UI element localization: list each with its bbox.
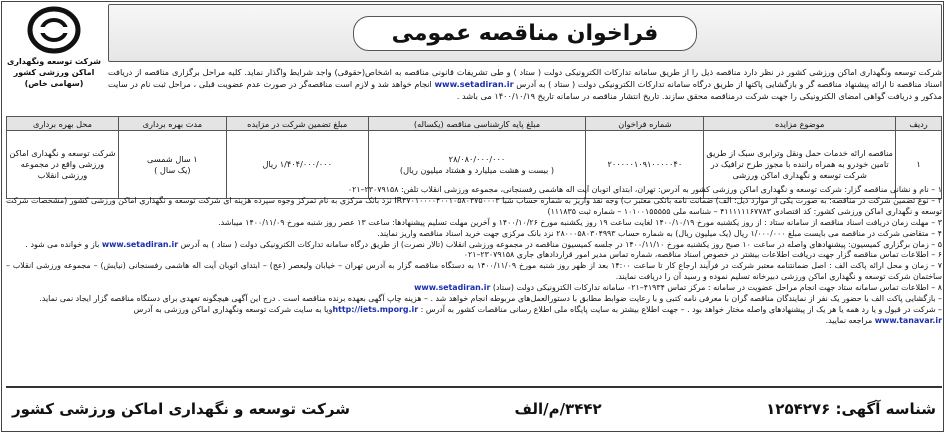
note-item xyxy=(6,218,942,229)
note-text-rest: ویا به سایت شرکت توسعه ونگهداری اماکن ورزشی به آدرس xyxy=(133,304,333,314)
cell-guarantee: ۱/۴۰۴/۰۰۰/۰۰۰ ریال xyxy=(226,131,368,199)
intro-text: شرکت توسعه ونگهداری اماکن ورزشی کشور در نظر دارد مناقصه ذیل را از طریق سامانه تدارکات الکترونیکی دولت ( ستاد ) و طی تشریفات قانونی مناقصه به اشخاص(حقوقی) واجد شرایط واگذار نماید. کلیه مراحل برگزاری مناقصه از دریافت اسناد مناقصه تا ارائه پیشنهاد مناقصه گر و بازگشایی پاکتها از طریق درگاه سامانه تدارکات الکترونیکی دولت ( ستاد ) به آدرس xyxy=(108,67,942,90)
col-header-duration: مدت بهره برداری xyxy=(118,117,226,131)
note-item xyxy=(6,240,942,251)
note-text: ۲ – نوع تضمین شرکت در مناقصه: به صورت یکی از موارد ذیل: الف) ضمانت نامه بانکی معتبر ب) وجه نقد واریز به شماره حساب شبا IR۳۷۰۱۰۰۰۰۴۰۰۱۰۵۸۰۳۷۵۰۰۰۳ نزد بانک مرکزی به نام تمرکز وجوه سپرده هزینه ای شرکت توسعه و نگهداری اماکن ورزشی کشور (مشخصات شرکت توسعه و نگهداری اماکن ورزشی کشور: کد اقتصادی ۴۱۱۱۱۱۱۶۷۷۸۳ – شناسه ملی ۱۰۱۰۰۱۵۵۵۵۵ – شماره ثبت ۱۱۱۸۳۵) xyxy=(6,195,942,216)
company-logo-icon xyxy=(27,6,81,54)
logo-line-1: شرکت توسعه ونگهداری xyxy=(7,57,101,66)
cell-call-number: ۲۰۰۰۰۰۱۰۹۱۰۰۰۰۰۴۰ xyxy=(586,131,704,199)
note-text: ۶ – اطلاعات تماس مناقصه گزار جهت دریافت اطلاعات بیشتر در خصوص اسناد مناقصه، شماره تماس مدیر امور قراردادهای جاری ۲۳۰۷۹۱۵۸–۰۲۱ xyxy=(463,250,942,260)
duration-value: ۱ سال شمسی xyxy=(147,153,198,164)
note-text: ۴ – متقاضی شرکت در مناقصه می بایست مبلغ ۱/۰۰۰/۰۰۰ ریال (یک میلیون ریال) به شماره حساب ۲۸۰۰۰۵۸۰۳۰۴۹۹۳ نزد بانک مرکزی جهت خرید اسناد مناقصه واریز نمایند. xyxy=(377,228,942,238)
note-text: ۸ – اطلاعات تماس سامانه ستاد جهت انجام مراحل عضویت در سامانه : مرکز تماس ۴۱۹۳۴–۰۲۱ سامانه تدارکات الکترونیکی دولت (ستاد) xyxy=(492,283,942,293)
ad-id: شناسه آگهی: ۱۲۵۴۲۷۶ xyxy=(766,400,936,418)
footer-company: شرکت توسعه و نگهداری اماکن ورزشی کشور xyxy=(12,400,350,418)
note-item xyxy=(6,305,942,316)
note-item xyxy=(6,196,942,218)
note-text-rest: مراجعه نمایید. xyxy=(825,315,873,325)
col-header-location: محل بهره برداری xyxy=(7,117,119,131)
logo-caption xyxy=(4,56,104,89)
intro-paragraph xyxy=(108,66,942,114)
note-item xyxy=(6,185,942,196)
setadiran-link[interactable]: www.setadiran.ir xyxy=(414,283,491,293)
setadiran-link[interactable]: www.setadiran.ir xyxy=(434,79,514,90)
note-item xyxy=(6,316,942,327)
tender-notice xyxy=(1,1,944,432)
intro-text-rest: انجام خواهد شد و لازم است مناقصه‌گر در صورت عدم عضویت قبلی ، مراحل ثبت نام در سایت مذکور و دریافت گواهی امضای الکترونیکی را جهت شرکت درمناقصه محقق سازند. تاریخ انتشار مناقصه در سامانه تاریخ ۱۴۰۰/۱۰/۱۹ می باشد . xyxy=(108,79,942,102)
footer-bar xyxy=(6,386,942,430)
title-banner xyxy=(108,4,942,62)
note-text: ۳ – مهلت زمان دریافت اسناد مناقصه از سامانه ستاد : از روز یکشنبه مورخ ۱۴۰۰/۱۰/۱۹ لغایت ساعت ۱۹ روز یکشنبه مورخ ۱۴۰۰/۱۰/۲۶ و آخرین مهلت تسلیم پیشنهادها: ساعت ۱۳ عصر روز شنبه مورخ ۱۴۰۰/۱۱/۰۹ میباشد. xyxy=(218,217,942,227)
logo-line-2: اماکن ورزشی کشور xyxy=(13,68,95,77)
table-header-row xyxy=(7,117,942,131)
page-title: فراخوان مناقصه عمومی xyxy=(353,16,698,51)
setadiran-link[interactable]: www.setadiran.ir xyxy=(101,239,179,249)
note-text: ۱ – نام و نشانی مناقصه گزار: شرکت توسعه و نگهداری اماکن ورزشی کشور به آدرس: تهران، ابتدای اتوبان آیت اله هاشمی رفسنجانی، مجموعه ورزشی انقلاب تلفن: ۲۳۰۷۹۱۵۸–۰۲۱ xyxy=(347,185,942,194)
note-text: ۷ – زمان و محل ارائه پاکت الف : اصل ضمانتنامه معتبر شرکت در فرآیند ارجاع کار تا ساعت ۱۴:۰۰ بعد از ظهر روز شنبه مورخ ۱۴۰۰/۱۱/۰۹ به دستگاه مناقصه گزار به آدرس تهران – خیابان ولیعصر (عج) – ابتدای اتوبان آیت اله هاشمی رفسنجانی (نیایش) – مجموعه ورزشی انقلاب – ساختمان شرکت توسعه و نگهداری اماکن ورزشی دبیرخانه تسلیم نموده و رسید آن را دریافت نمایند. xyxy=(6,261,942,282)
note-item xyxy=(6,294,942,305)
note-item xyxy=(6,250,942,261)
company-logo xyxy=(4,4,104,92)
iets-link[interactable]: http://iets.mporg.ir xyxy=(332,304,419,314)
base-amount-value: ۲۸/۰۸۰/۰۰۰/۰۰۰ xyxy=(448,153,506,164)
note-item xyxy=(6,283,942,294)
col-header-index: ردیف xyxy=(896,117,942,131)
note-item xyxy=(6,229,942,240)
note-text: – بازگشایی پاکت الف با حضور یک نفر از نمایندگان مناقصه گران با معرفی نامه کتبی و با رعایت ضوابط مطابق با دستورالعمل‌های مربوطه انجام خواهد شد . – هزینه چاپ آگهی بعهده برنده مناقصه است . درج این آگهی هیچگونه تعهدی برای دستگاه مناقصه گزار ایجاد نمی نماید. xyxy=(39,294,942,304)
notes-list xyxy=(6,185,942,379)
note-item xyxy=(6,261,942,283)
cell-index: ۱ xyxy=(896,131,942,199)
duration-sub: (یک سال ) xyxy=(154,164,191,175)
cell-subject: مناقصه ارائه خدمات حمل ونقل وترابری سبک از طریق تامین خودرو به همراه راننده با مجوز طرح ترافیک در شرکت توسعه و نگهداری اماکن ورزشی xyxy=(704,131,896,199)
col-header-base-amount: مبلغ پایه کارشناسی مناقصه (یکساله) xyxy=(368,117,586,131)
base-amount-words: ( بیست و هشت میلیارد و هشتاد میلیون ریال) xyxy=(399,164,555,175)
note-text: ۵ – زمان برگزاری کمیسیون: پیشنهادهای واصله در ساعت ۱۰ صبح روز یکشنبه مورخ ۱۴۰۰/۱۱/۱۰ در جلسه کمیسیون مناقصه در مجموعه ورزشی انقلاب (تالار نصرت) از طریق درگاه سامانه تدارکات الکترونیکی دولت ( ستاد ) به آدرس xyxy=(180,239,942,249)
tanavar-link[interactable]: www.tanavar.ir xyxy=(874,315,942,325)
logo-line-3: (سهامی خاص) xyxy=(24,79,84,88)
ad-reference: ۳۴۴۲/م/الف xyxy=(514,400,602,418)
col-header-guarantee: مبلغ تضمین شرکت در مزایده xyxy=(226,117,368,131)
cell-location: شرکت توسعه و نگهداری اماکن ورزشی واقع در مجموعه ورزشی انقلاب xyxy=(7,131,119,199)
col-header-subject: موضوع مزایده xyxy=(704,117,896,131)
note-text-rest: باز و خوانده می شود . xyxy=(25,239,100,249)
note-text: – شرکت در قبول و یا رد همه یا هر یک از پیشنهادهای واصله مختار خواهد بود . – جهت اطلاع بیشتر به سایت پایگاه ملی اطلاع رسانی مناقصات کشور به آدرس : xyxy=(420,304,942,314)
col-header-call-number: شماره فراخوان xyxy=(586,117,704,131)
